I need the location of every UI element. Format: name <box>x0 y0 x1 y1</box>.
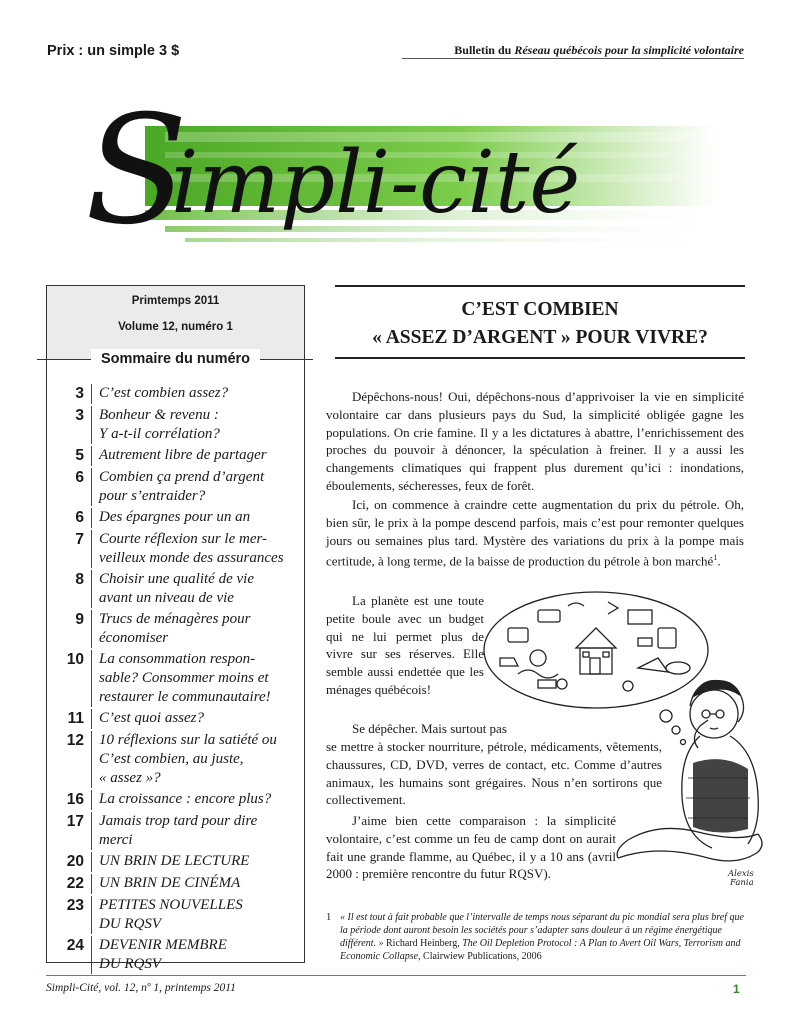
toc-item[interactable] <box>55 790 301 810</box>
toc-page-number: 8 <box>75 571 84 588</box>
toc-separator <box>91 812 92 850</box>
toc-separator <box>91 896 92 934</box>
toc-page-number: 6 <box>75 509 84 526</box>
toc-separator <box>91 874 92 894</box>
article-title-line2: « ASSEZ D’ARGENT » POUR VIVRE? <box>372 327 708 348</box>
toc-entry-title: La croissance : encore plus? <box>99 791 272 807</box>
toc-list <box>55 384 301 976</box>
toc-page-number: 9 <box>75 611 84 628</box>
toc-page-number: 3 <box>75 385 84 402</box>
toc-entry-title: UN BRIN DE LECTURE <box>99 853 250 869</box>
toc-item[interactable] <box>55 812 301 850</box>
toc-item[interactable] <box>55 508 301 528</box>
toc-entry-title: Trucs de ménagères pour économiser <box>99 611 251 646</box>
toc-page-number: 16 <box>66 791 84 808</box>
toc-item[interactable] <box>55 936 301 974</box>
price-label: Prix : un simple 3 $ <box>47 43 180 59</box>
masthead-logo <box>85 92 725 272</box>
toc-entry-title: Choisir une qualité de vie avant un niveau de vie <box>99 571 254 606</box>
toc-page-number: 24 <box>66 937 84 954</box>
footnote-number: 1 <box>326 912 332 923</box>
page-number: 1 <box>733 982 740 996</box>
article-title <box>335 296 745 352</box>
toc-separator <box>91 508 92 528</box>
article-paragraph-3: La planète est une toute petite boule avec un budget qui ne lui permet plus de vivre sur ses réserves. Elle semble aussi endettée que les ménages québécois! <box>326 593 484 697</box>
toc-separator <box>91 446 92 466</box>
toc-item[interactable] <box>55 896 301 934</box>
toc-item[interactable] <box>55 709 301 729</box>
toc-page-number: 3 <box>75 407 84 424</box>
article-paragraph-4a: Se dépêcher. Mais surtout pas <box>352 721 507 736</box>
toc-page-number: 12 <box>66 732 84 749</box>
toc-separator <box>91 650 92 707</box>
footer-citation: Simpli-Cité, vol. 12, nº 1, printemps 2011 <box>46 982 236 994</box>
toc-entry-title: DEVENIR MEMBRE DU RQSV <box>99 937 227 972</box>
toc-item[interactable] <box>55 530 301 568</box>
toc-separator <box>91 468 92 506</box>
toc-separator <box>91 852 92 872</box>
toc-page-number: 6 <box>75 469 84 486</box>
toc-separator <box>91 936 92 974</box>
thinking-person-illustration <box>478 588 768 893</box>
illustration-signature <box>727 869 756 888</box>
article-paragraph-1: Dépêchons-nous! Oui, dépêchons-nous d’apprivoiser la vie en simplicité volontaire car dans plusieurs pays du Sud, la simplicité obligée gagne les populations. On crie famine. Il y a les dictatures à abattre, l’enrichissement des proches du pouvoir à dénoncer, la spéculation à freiner. Il y a aussi les changements climatiques qui frappent plus durement qu’ici : inondations, éboulements, sécheresses, feux de forêt. <box>326 389 744 493</box>
footnote-book: The Oil Depletion Protocol : A Plan to Avert Oil Wars, Terrorism and Economic Collapse <box>340 938 741 962</box>
toc-separator <box>91 406 92 444</box>
toc-page-number: 23 <box>66 897 84 914</box>
toc-entry-title: Courte réflexion sur le mer- veilleux monde des assurances <box>99 531 284 566</box>
issue-season: Primtemps 2011 <box>131 295 220 307</box>
toc-item[interactable] <box>55 446 301 466</box>
toc-page-number: 5 <box>75 447 84 464</box>
masthead-title-rest: impli-cité <box>171 133 581 233</box>
footnote-publisher: , Clairwiew Publications, 2006 <box>418 951 542 962</box>
toc-entry-title: PETITES NOUVELLES DU RQSV <box>99 897 243 932</box>
toc-entry-title: La consommation respon- sable? Consommer moins et restaurer le communautaire! <box>99 651 271 705</box>
toc-item[interactable] <box>55 852 301 872</box>
toc-item[interactable] <box>55 570 301 608</box>
article-paragraph-5: J’aime bien cette comparaison : la simplicité volontaire, c’est comme un feu de camp dont on aurait fait une grande flamme, au Québec, il y a 10 ans (avril 2000 : première rencontre du futur RQSV). <box>326 813 616 882</box>
toc-item[interactable] <box>55 874 301 894</box>
article-title-line1: C’EST COMBIEN <box>461 299 619 320</box>
toc-page-number: 10 <box>66 651 84 668</box>
signature-line-1: Alexis <box>728 869 754 879</box>
signature-line-2: Fania <box>730 878 754 888</box>
article-title-rule-bottom <box>335 357 745 359</box>
toc-separator <box>91 610 92 648</box>
toc-entry-title: Combien ça prend d’argent pour s’entraider? <box>99 469 265 504</box>
toc-item[interactable] <box>55 468 301 506</box>
toc-separator <box>91 709 92 729</box>
toc-item[interactable] <box>55 610 301 648</box>
toc-separator <box>91 570 92 608</box>
summary-title: Sommaire du numéro <box>91 349 260 369</box>
toc-page-number: 17 <box>66 813 84 830</box>
footnote-quote: « Il est tout à fait probable que l’intervalle de temps nous séparant du pic mondial sera plus bref que la période dont auront besoin les sociétés pour s’adapter sans douleur à un régime énergétique différent. » <box>340 912 744 949</box>
bulletin-label: Bulletin du Réseau québécois pour la simplicité volontaire <box>454 43 744 57</box>
toc-entry-title: 10 réflexions sur la satiété ou C’est combien, au juste, « assez »? <box>99 732 277 786</box>
toc-entry-title: Autrement libre de partager <box>99 447 267 463</box>
issue-volume: Volume 12, numéro 1 <box>118 321 233 333</box>
toc-page-number: 7 <box>75 531 84 548</box>
toc-item[interactable] <box>55 650 301 707</box>
toc-page-number: 11 <box>67 710 84 727</box>
toc-item[interactable] <box>55 731 301 788</box>
toc-entry-title: C’est combien assez? <box>99 385 229 401</box>
toc-entry-title: UN BRIN DE CINÉMA <box>99 875 241 891</box>
toc-entry-title: C’est quoi assez? <box>99 710 204 726</box>
toc-separator <box>91 530 92 568</box>
toc-entry-title: Des épargnes pour un an <box>99 509 251 525</box>
article-title-rule-top <box>335 285 745 287</box>
toc-entry-title: Jamais trop tard pour dire merci <box>99 813 258 848</box>
footer-rule <box>46 975 746 976</box>
toc-separator <box>91 384 92 404</box>
toc-separator <box>91 731 92 788</box>
toc-item[interactable] <box>55 384 301 404</box>
toc-separator <box>91 790 92 810</box>
toc-page-number: 22 <box>66 875 84 892</box>
footnote-ref: 1 <box>713 553 718 563</box>
article-paragraph-2: Ici, on commence à craindre cette augmentation du prix du pétrole. Oh, bien sûr, le prix à la pompe descend parfois, mais c’est pour remonter quelques jours ou semaines plus tard. Mystère des variations du prix à la pompe mais certitude, à long terme, de la baisse de production du pétrole à bon marché$^1$. <box>326 497 744 569</box>
masthead-big-s: S <box>85 92 188 258</box>
footnote-author: Richard Heinberg, <box>383 938 463 949</box>
header-rule <box>402 58 744 59</box>
toc-page-number: 20 <box>66 853 84 870</box>
summary-title-wrap <box>47 349 304 369</box>
table-of-contents <box>46 285 305 972</box>
article-paragraph-4b: se mettre à stocker nourriture, pétrole, médicaments, vêtements, chaussures, CD, DVD, verres de contact, etc. Comme d’autres animaux, les humains sont grégaires. Nous n’en sortirons que collectivement. <box>326 739 662 808</box>
footnote-text <box>340 911 745 963</box>
toc-item[interactable] <box>55 406 301 444</box>
toc-entry-title: Bonheur & revenu : Y a-t-il corrélation? <box>99 407 220 442</box>
